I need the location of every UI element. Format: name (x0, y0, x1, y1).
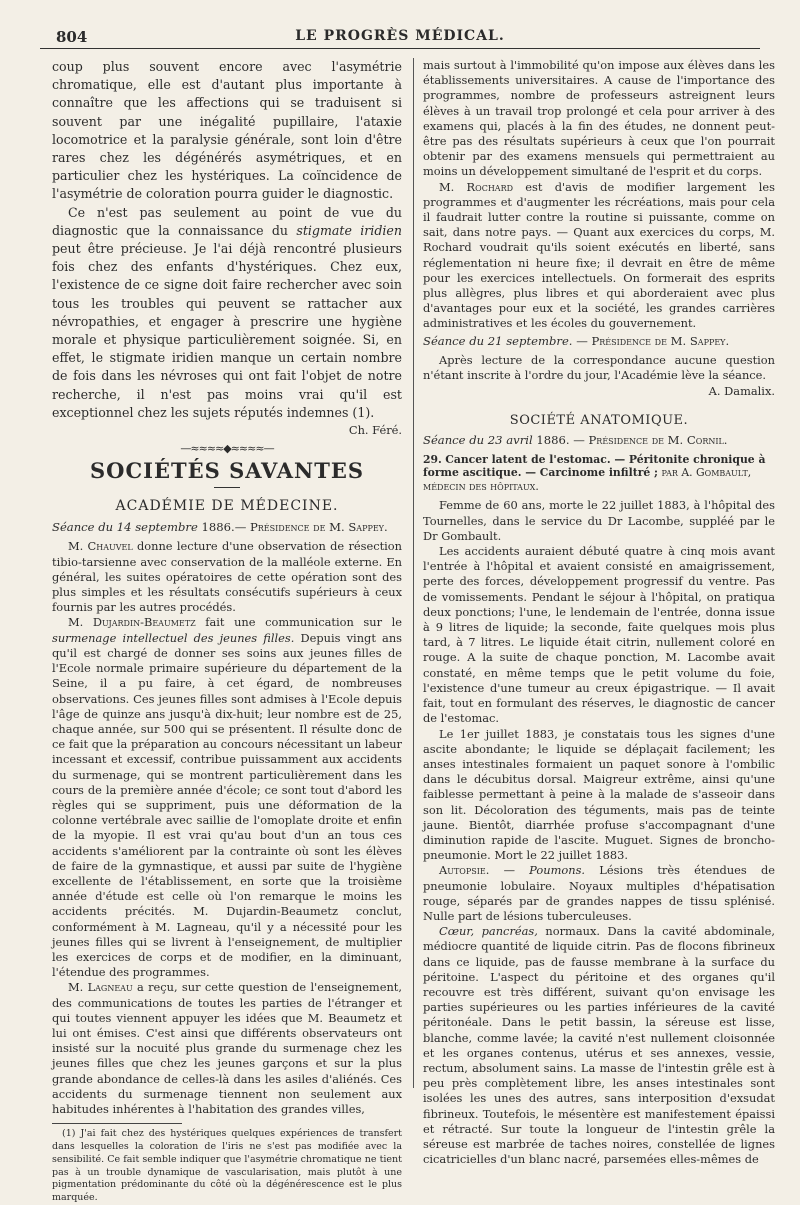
page-number: 804 (56, 28, 88, 46)
seance-heading: Séance du 21 septembre. — Présidence de M. Sappey. (423, 333, 730, 348)
paragraph: Les accidents auraient débuté quatre à cinq mois avant l'entrée à l'hôpital et avaient consisté en amaigrissement, perte des forces, développement progressif du ventre. Pas de vomissements. Pendant le séjour à l'hôpital, on pratiqua deux ponctions; l'une, le lendemain de l'entrée, donna issue à 9 litres de liquide; la seconde, faite quelques mois plus tard, à 7 litres. Le liquide était citrin, nullement coloré en rouge. A la suite de chaque ponction, M. Lacombe avait constaté, en même temps que le petit volume du foie, l'existence d'une tumeur au creux épigastrique. — Il avait fait, tout en formulant des réserves, le diagnostic de cancer de l'estomac. (423, 544, 775, 726)
paragraph: M. Chauvel donne lecture d'une observation de résection tibio-tarsienne avec conservation de la malléole externe. En général, les suites opératoires de cette opération sont des plus simples et les résultats consécutifs supérieurs à ceux fournis par les autres procédés. (52, 539, 403, 615)
page-header (40, 20, 760, 49)
seance-heading: Séance du 14 septembre 1886.— Présidence de M. Sappey. (52, 520, 388, 535)
paragraph: Après lecture de la correspondance aucune question n'étant inscrite à l'ordre du jour, l'Académie lève la séance. (423, 352, 775, 383)
paragraph: M. Lagneau a reçu, sur cette question de l'enseignement, des communications de toutes les parties de l'étranger et qui toutes viennent appuyer les idées que M. Beaumetz et lui ont émises. C'est ainsi que différents observateurs ont insisté sur la nocuité plus grande du surmenage chez les jeunes filles que chez les jeunes garçons et sur la plus grande abondance de celles-là dans les asiles d'aliénés. Ces accidents du surmenage tiennent non seulement aux habitudes inhérentes à l'habitation des grandes villes, (52, 980, 402, 1116)
column-divider (413, 58, 414, 1088)
title-rule (214, 487, 240, 488)
footnote-rule (52, 1123, 182, 1124)
paragraph: Femme de 60 ans, morte le 22 juillet 1883, à l'hôpital des Tournelles, dans le service du Dr Lacombe, suppléé par le Dr Gombault. (423, 498, 775, 543)
article-heading: 29. Cancer latent de l'estomac. — Péritonite chronique à forme ascitique. — Carcinome infiltré ; par A. Gombault, médecin des hôpitaux. (423, 452, 766, 493)
society-title: SOCIÉTÉ ANATOMIQUE. (509, 413, 689, 429)
left-column (52, 58, 402, 1205)
section-title: SOCIÉTÉS SAVANTES (90, 458, 364, 484)
paragraph: coup plus souvent encore avec l'asymétrie chromatique, elle est d'autant plus importante à connaître que les affections qui se traduisent si souvent par une inégalité pupillaire, l'ataxie locomotrice et la paralysie générale, sont loin d'être rares chez les dégénérés asymétriques, et en particulier chez les hystériques. La coïncidence de l'asymétrie de coloration pourra guider le diagnostic. (52, 59, 402, 202)
paragraph: Cœur, pancréas, normaux. Dans la cavité abdominale, médiocre quantité de liquide citrin. Pas de flocons fibrineux dans ce liquide, pas de fausse membrane à la surface du péritoine. L'aspect du péritoine et des organes qu'il recouvre est très différent, suivant qu'on envisage les parties supérieures ou les parties inférieures de la cavité péritonéale. Dans le petit bassin, la séreuse est lisse, blanche, comme lavée; la cavité n'est nullement cloisonnée et les organes contenus, utérus et ses annexes, vessie, rectum, absolument sains. La masse de l'intestin grêle est à peu près complètement libre, les anses intestinales sont isolées les unes des autres, sans interposition d'exsudat fibrineux. Toutefois, le mésentère est manifestement épaissi et rétracté. Sur toute la longueur de l'intestin grêle la séreuse est marbrée de taches noires, constellée de lignes cicatricielles d'un blanc nacré, parsemées elles-mêmes de (423, 924, 775, 1167)
author-signature: Ch. Féré. (348, 423, 402, 438)
paragraph: M. Rochard est d'avis de modifier largement les programmes et d'augmenter les récréations, mais pour cela il faudrait lutter contre la routine si puissante, comme on sait, dans notre pays. — Quant aux exercices du corps, M. Rochard voudrait qu'ils soient exécutés en liberté, sans réglementation ni heure fixe; il devrait en être de même pour les exercices intellectuels. On formerait des esprits plus allègres, plus libres et qui aborderaient avec plus d'avantages pour eux et la société, les grandes carrières administratives et les écoles du gouvernement. (423, 179, 775, 331)
paragraph: Ce n'est pas seulement au point de vue du diagnostic que la connaissance du stigmate iridien peut être précieuse. Je l'ai déjà rencontré plusieurs fois chez des enfants d'hystériques. Chez eux, l'existence de ce signe doit faire rechercher avec soin tous les troubles qui peuvent se rattacher aux névropathies, et engager à prescrire une hygiène morale et physique particulièrement soignée. Si, en effet, le stigmate iridien manque un certain nombre de fois dans les névroses qui ont fait l'objet de notre recherche, il n'est pas moins vrai qu'il est exceptionnel chez les sujets réputés indemnes (1). (52, 204, 402, 420)
running-title: LE PROGRÈS MÉDICAL. (295, 28, 505, 44)
ornament-divider: —≈≈≈≈◆≈≈≈≈— (180, 442, 274, 456)
author-signature: A. Damalix. (708, 384, 775, 399)
paragraph: Le 1er juillet 1883, je constatais tous les signes d'une ascite abondante; le liquide se déplaçait facilement; les anses intestinales formaient un paquet sonore à l'ombilic dans le décubitus dorsal. Maigreur extrême, ainsi qu'une faiblesse permettant à peine à la malade de s'asseoir dans son lit. Décoloration des téguments, mais pas de teinte jaune. Bientôt, diarrhée profuse s'accompagnant d'une diminution rapide de l'ascite. Muguet. Signes de broncho-pneumonie. Mort le 22 juillet 1883. (423, 726, 775, 863)
paragraph: M. Dujardin-Beaumetz fait une communication sur le surmenage intellectuel des jeunes filles. Depuis vingt ans qu'il est chargé de donner ses soins aux jeunes filles de l'Ecole normale primaire supérieure du département de la Seine, il a pu faire, à cet égard, de nombreuses observations. Ces jeunes filles sont admises à l'Ecole depuis l'âge de quinze ans jusqu'à dix-huit; leur nombre est de 25, chaque année, sur 500 qui se présentent. Il résulte donc de ce fait que la préparation au concours nécessitant un labeur incessant et excessif, contribue puissamment aux accidents du surmenage, qui se montrent particulièrement dans les cours de la première année d'école; ce sont tout d'abord les règles qui se suppriment, puis une déformation de la colonne vertébrale avec saillie de l'omoplate droite et enfin de la myopie. Il est vrai qu'au bout d'un an tous ces accidents s'améliorent par la contrainte où sont les élèves de faire de la gymnastique, et aussi par suite de l'hygiène excellente de l'établissement, en sorte que la troisième année d'étude est celle où l'on remarque le moins les accidents précités. M. Dujardin-Beaumetz conclut, conformément à M. Lagneau, qu'il y a nécessité pour les jeunes filles qui se livrent à l'enseignement, de multiplier les exercices de corps et de modifier, en la diminuant, l'étendue des programmes. (52, 615, 403, 980)
paragraph: Autopsie. — Poumons. Lésions très étendues de pneumonie lobulaire. Noyaux multiples d'hépatisation rouge, séparés par de grandes nappes de tissu splénisé. Nulle part de lésions tuberculeuses. (423, 863, 775, 923)
academy-title: ACADÉMIE DE MÉDECINE. (115, 498, 339, 515)
footnote: (1) J'ai fait chez des hystériques quelques expériences de transfert dans lesquelles la coloration de l'iris ne s'est pas modifiée avec la sensibilité. Ce fait semble indiquer que l'asymétrie chromatique ne tient pas à un trouble dynamique de vascularisation, mais plutôt à une pigmentation prédominante du côté où la dégénérescence est le plus marquée. (52, 1128, 402, 1204)
seance-heading: Séance du 23 avril 1886. — Présidence de M. Cornil. (423, 433, 728, 448)
right-column (423, 58, 775, 1167)
paragraph: mais surtout à l'immobilité qu'on impose aux élèves dans les établissements universitaires. A cause de l'importance des programmes, nombre de professeurs astreignent leurs élèves à un travail trop prolongé et cela pour arriver à des examens qui, placés à la fin des études, ne donnent peut-être pas des résultats supérieurs à ceux que l'on pourrait obtenir par des examens mensuels qui permettraient au moins un développement simultané de l'esprit et du corps. (423, 58, 775, 179)
